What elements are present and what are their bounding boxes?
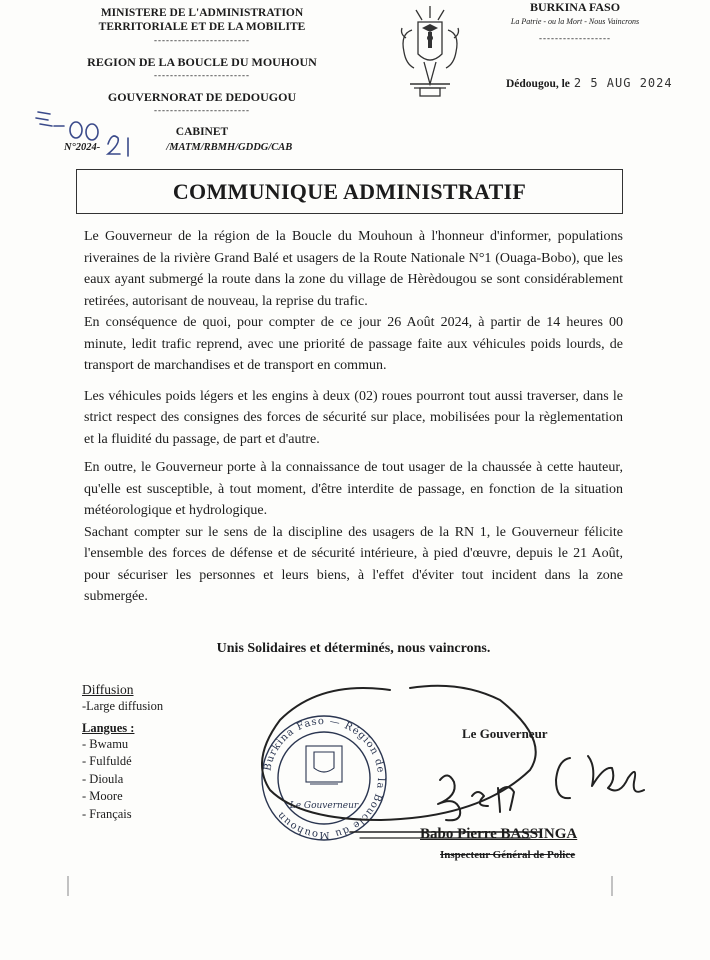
diffusion-scope: -Large diffusion <box>82 699 164 713</box>
languages-heading: Langues : <box>82 720 135 735</box>
separator: ------------------------ <box>154 35 250 45</box>
communique-body <box>84 226 623 608</box>
signatory-rank: Inspecteur Général de Police <box>440 849 576 861</box>
document-title: COMMUNIQUE ADMINISTRATIF <box>172 178 527 204</box>
national-motto: La Patrie - ou la Mort - Nous Vaincrons <box>510 17 640 26</box>
paragraph: Le Gouverneur de la région de la Boucle du Mouhoun à l'honneur d'informer, populations riveraines de la rivière Grand Balé et usagers de la Route Nationale N°1 (Ouaga-Bobo), que les eaux ayant submergé la route dans la zone du village de Hèrèdougou se sont considérablement retirées, autorisant de nouveau, la reprise du trafic. <box>84 229 623 309</box>
diffusion-heading: Diffusion <box>82 682 134 697</box>
diffusion-list <box>82 682 163 823</box>
language-item: - Fulfuldé <box>82 754 132 768</box>
separator: ------------------------ <box>154 105 250 115</box>
signatory-name: Babo Pierre BASSINGA <box>420 826 578 842</box>
paragraph: En outre, le Gouverneur porte à la connaissance de tout usager de la chaussée à cette hauteur, qu'elle est susceptible, à tout moment, d'être interdite de passage, en fonction de la situation météorologique et hydrologique. <box>84 460 623 518</box>
coat-of-arms-icon <box>392 4 468 100</box>
paragraph: En conséquence de quoi, pour compter de ce jour 26 Août 2024, à partir de 14 heures 00 minute, ledit trafic reprend, avec une priorité de passage faite aux véhicules poids lourds, de transport de marchandises et de transport en commun. <box>84 315 623 373</box>
country-name: BURKINA FASO <box>529 0 621 14</box>
official-seal <box>258 712 390 844</box>
reference-suffix: /MATM/RBMH/GDDG/CAB <box>166 142 293 153</box>
seal-emblem-icon <box>306 746 342 784</box>
paragraph: Les véhicules poids légers et les engins à deux (02) roues pourront tout aussi traverser, dans le strict respect des consignes des forces de sécurité sur place, mobilisées pour la règlementation et la fluidité du passage, de part et d'autre. <box>84 388 623 447</box>
reference-number <box>64 142 292 153</box>
date-stamp: 2 5 AUG 2024 <box>573 76 673 90</box>
svg-text:Burkina Faso — Région de la Bo: Burkina Faso — Région de la Boucle du Mouhoun <box>262 715 387 841</box>
separator: ------------------ <box>539 33 611 43</box>
header-right <box>500 0 650 43</box>
reference-prefix: N°2024- <box>64 142 101 153</box>
language-item: - Bwamu <box>82 736 129 751</box>
signatory-title: Le Gouverneur <box>462 726 548 741</box>
governorate-name: GOUVERNORAT DE DEDOUGOU <box>107 90 297 104</box>
region-name: REGION DE LA BOUCLE DU MOUHOUN <box>87 55 317 69</box>
language-item: - Français <box>82 806 132 821</box>
handwritten-number <box>30 104 150 164</box>
cabinet-label: CABINET <box>175 126 229 138</box>
language-item: - Moore <box>82 789 123 803</box>
slogan: Unis Solidaires et déterminés, nous vaincrons. <box>216 641 491 656</box>
ministry-line-1: MINISTERE DE L'ADMINISTRATION <box>100 7 304 19</box>
reference-handwritten <box>100 142 166 153</box>
date-line <box>506 76 673 90</box>
ministry-line-2: TERRITORIALE ET DE LA MOBILITE <box>98 21 306 33</box>
separator: ------------------------ <box>154 70 250 80</box>
title-box <box>76 169 623 214</box>
date-label: Dédougou, le <box>506 78 570 90</box>
scan-marks <box>60 870 620 900</box>
seal-inner-text: Le Gouverneur <box>289 801 359 811</box>
paragraph: Sachant compter sur le sens de la discipline des usagers de la RN 1, le Gouverneur félicite l'ensemble des forces de défense et de sécurité intérieure, à pied d'œuvre, depuis le 21 Août, pour sécuriser les personnes et leurs biens, à l'effet d'éviter tout incident dans la zone submergée. <box>84 524 623 604</box>
language-item: - Dioula <box>82 771 124 786</box>
